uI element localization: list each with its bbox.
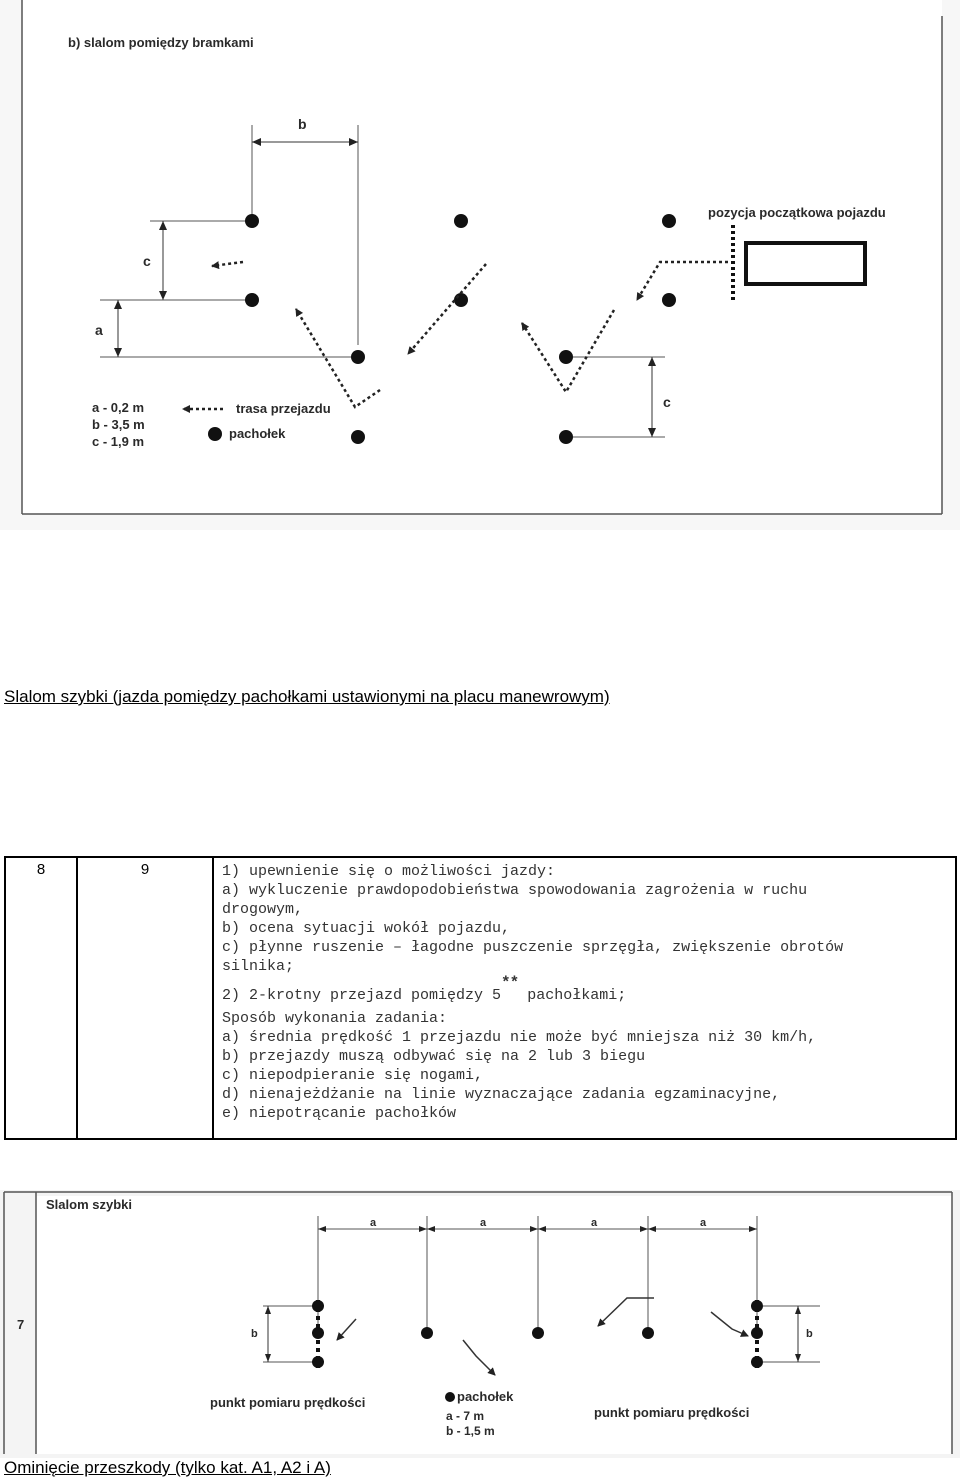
- cone: [454, 214, 468, 228]
- cone: [312, 1327, 324, 1339]
- text-line: e) niepotrącanie pachołków: [222, 1105, 457, 1122]
- table-cell-score: 9: [77, 857, 213, 1139]
- text-fragment: 2) 2-krotny przejazd pomiędzy 5: [222, 987, 502, 1004]
- cone: [245, 293, 259, 307]
- legend-cone: pachołek: [457, 1389, 514, 1404]
- cone: [662, 293, 676, 307]
- legend-a: a - 0,2 m: [92, 400, 145, 415]
- cone: [642, 1327, 654, 1339]
- cone: [532, 1327, 544, 1339]
- cone: [751, 1300, 763, 1312]
- figure1-title: b) slalom pomiędzy bramkami: [68, 35, 254, 50]
- cone: [312, 1356, 324, 1368]
- table-cell-number: 8: [5, 857, 77, 1139]
- start-position-label: pozycja początkowa pojazdu: [708, 205, 886, 220]
- legend-cone-icon: [445, 1392, 455, 1402]
- text-line: Sposób wykonania zadania:: [222, 1010, 448, 1027]
- figure-slalom-between-gates: [0, 0, 960, 530]
- legend-b: b - 3,5 m: [92, 417, 145, 432]
- legend-cone-icon: [208, 427, 222, 441]
- dim-b-label-left: b: [251, 1328, 258, 1340]
- table-cell-description: [213, 857, 956, 1139]
- dim-c-label-left: c: [143, 253, 151, 269]
- text-fragment: pachołkami;: [518, 987, 627, 1004]
- cone: [351, 350, 365, 364]
- figure2-title: Slalom szybki: [46, 1197, 132, 1212]
- text-line: silnika;: [222, 958, 295, 975]
- figure2-frame: [36, 1196, 952, 1454]
- exam-table: [4, 856, 957, 1140]
- figure-fast-slalom: [0, 1190, 960, 1458]
- cone: [245, 214, 259, 228]
- text-line: a) średnia prędkość 1 przejazdu nie może być mniejsza niż 30 km/h,: [222, 1029, 817, 1046]
- legend-route: trasa przejazdu: [236, 401, 331, 416]
- dim-b-label-right: b: [806, 1328, 813, 1340]
- text-line-cones: [222, 974, 949, 1005]
- dim-b-label: b: [298, 116, 307, 132]
- text-line: 1) upewnienie się o możliwości jazdy:: [222, 863, 556, 880]
- legend-b: b - 1,5 m: [446, 1424, 495, 1438]
- dim-a-label: a: [591, 1217, 598, 1229]
- text-line: c) płynne ruszenie – łagodne puszczenie sprzęgła, zwiększenie obrotów: [222, 939, 844, 956]
- cone: [312, 1300, 324, 1312]
- cone: [662, 214, 676, 228]
- text-line: c) niepodpieranie się nogami,: [222, 1067, 484, 1084]
- figure1-frame: [22, 0, 942, 514]
- text-line: b) ocena sytuacji wokół pojazdu,: [222, 920, 511, 937]
- legend-cone: pachołek: [229, 426, 286, 441]
- dim-a-label: a: [700, 1217, 707, 1229]
- text-line: d) nienajeżdżanie na linie wyznaczające zadania egzaminacyjne,: [222, 1086, 781, 1103]
- dim-a-label: a: [370, 1217, 377, 1229]
- table-row: [5, 857, 956, 1139]
- cone: [351, 430, 365, 444]
- cone: [421, 1327, 433, 1339]
- section-heading-obstacle-avoidance: Ominięcie przeszkody (tylko kat. A1, A2 i A): [4, 1458, 331, 1477]
- cone: [751, 1327, 763, 1339]
- cone: [559, 350, 573, 364]
- cone: [454, 293, 468, 307]
- text-line: a) wykluczenie prawdopodobieństwa spowodowania zagrożenia w ruchu: [222, 882, 808, 899]
- cone: [559, 430, 573, 444]
- cone: [751, 1356, 763, 1368]
- text-line: drogowym,: [222, 901, 304, 918]
- text-line: b) przejazdy muszą odbywać się na 2 lub 3 biegu: [222, 1048, 646, 1065]
- footnote-stars: **: [501, 974, 519, 992]
- section-heading-fast-slalom: Slalom szybki (jazda pomiędzy pachołkami ustawionymi na placu manewrowym): [4, 687, 610, 706]
- dim-c-label-right: c: [663, 394, 671, 410]
- legend-c: c - 1,9 m: [92, 434, 145, 449]
- dim-a-label: a: [95, 322, 103, 338]
- legend-a: a - 7 m: [446, 1409, 485, 1423]
- dim-a-label: a: [480, 1217, 487, 1229]
- row-number: 7: [17, 1317, 25, 1332]
- speed-point-label-left: punkt pomiaru prędkości: [210, 1395, 366, 1410]
- speed-point-label-right: punkt pomiaru prędkości: [594, 1405, 750, 1420]
